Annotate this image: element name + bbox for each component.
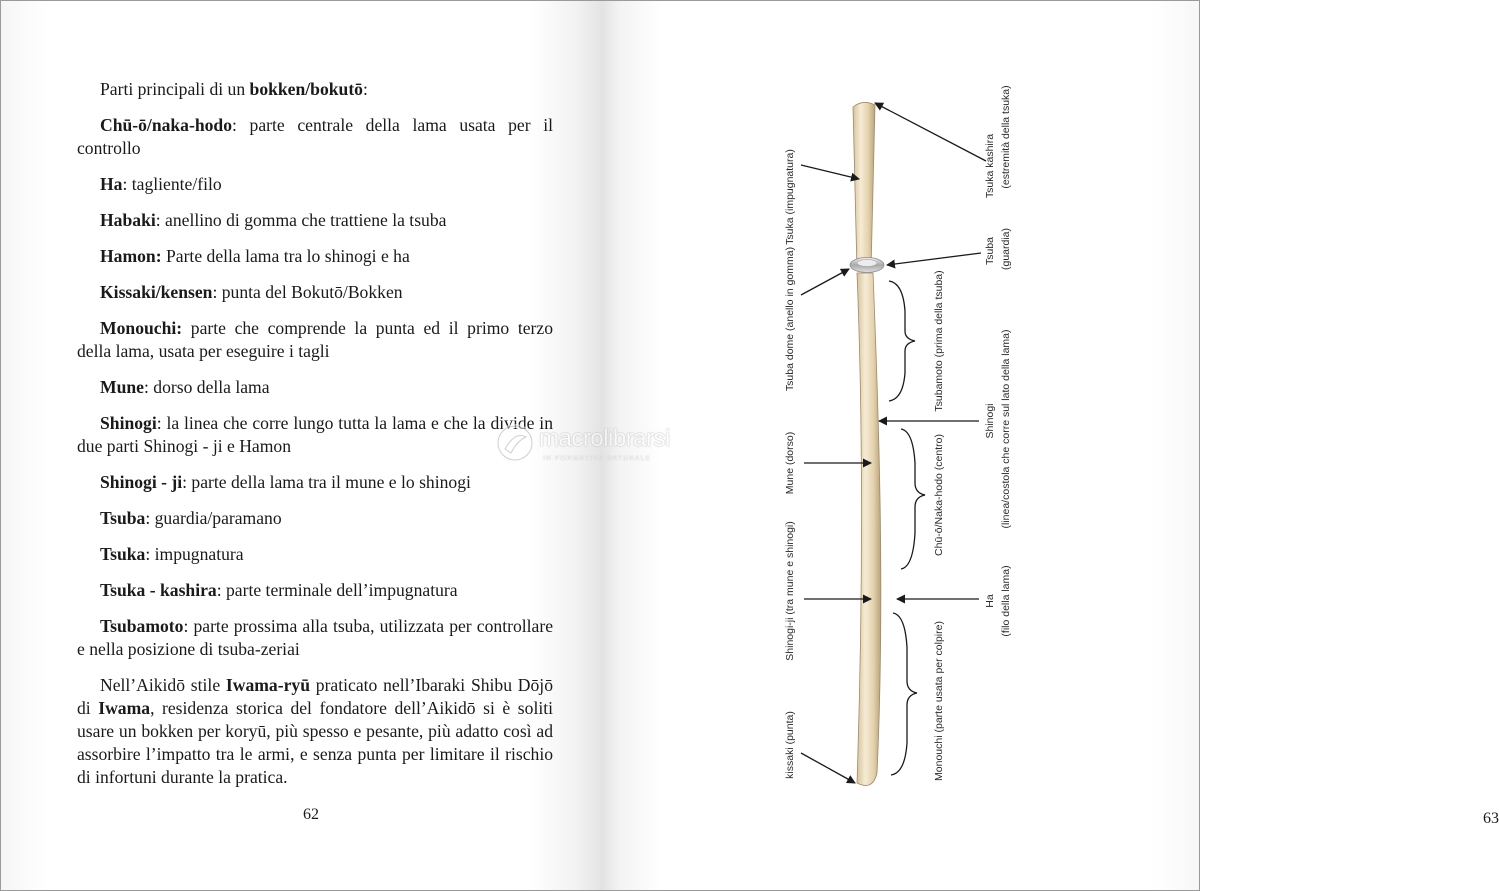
- label-tsuka: Tsuka (impugnatura): [784, 149, 796, 245]
- entry-definition: : impugnatura: [145, 544, 244, 564]
- label-tsuka-kashira-title: Tsuka kashira: [984, 133, 996, 199]
- entry-definition: : la linea che corre lungo tutta la lama e che la divide in due parti Shinogi - ji e Hamon: [77, 413, 553, 456]
- label-kissaki: kissaki (punta): [784, 711, 796, 779]
- label-tsuba-dome: Tsuba dome (anello in gomma): [784, 246, 796, 392]
- watermark: [491, 423, 721, 471]
- watermark-logo-icon: [495, 423, 535, 463]
- entry-term: Mune: [100, 377, 144, 397]
- label-shinogi-sub: (linea/costola che corre sul lato della lama): [1000, 329, 1012, 529]
- entry-term: Shinogi - ji: [100, 472, 183, 492]
- entry-term: Chū-ō/naka-hodo: [100, 115, 233, 135]
- brace-monouchi: [891, 613, 917, 775]
- tsuba-ring-inner: [857, 260, 877, 267]
- watermark-tagline: IN FORMATIVA NATURALE: [543, 455, 652, 462]
- entry-definition: parte che comprende la punta ed il primo terzo della lama, usata per eseguire i tagli: [77, 318, 553, 361]
- entry-definition: : parte terminale dell’impugnatura: [216, 580, 458, 600]
- label-tsuba-title: Tsuba: [984, 236, 996, 266]
- entry-definition: : dorso della lama: [143, 377, 270, 397]
- watermark-text: macrolibrarsi: [539, 425, 670, 452]
- label-chu-o: Chū-ō/Naka-hodo (centro): [933, 434, 945, 556]
- entry-term: Tsuka: [100, 544, 146, 564]
- entry-definition: : tagliente/filo: [122, 174, 222, 194]
- label-mune: Mune (dorso): [784, 431, 796, 495]
- entry-definition: : parte centrale della lama usata per il controllo: [77, 115, 553, 158]
- label-shinogi-title: Shinogi: [984, 403, 996, 439]
- page-number-right: 63: [1483, 810, 1499, 827]
- bokken: [850, 102, 884, 785]
- entry-term: Hamon:: [100, 246, 162, 266]
- bokken-blade: [857, 273, 881, 785]
- intro-paragraph: Parti principali di un bokken/bokutō:: [100, 79, 368, 99]
- label-tsuka-kashira-sub: (estremità della tsuka): [1000, 85, 1012, 189]
- arrow-tsuka: [801, 165, 859, 179]
- entry-term: Tsubamoto: [100, 616, 184, 636]
- brace-tsubamoto: [889, 281, 915, 401]
- arrow-tsuba: [887, 253, 981, 265]
- closing-paragraph: Nell’Aikidō stile Iwama-ryū praticato nell’Ibaraki Shibu Dōjō di Iwama, residenza storica del fondatore dell’Aikidō si è soliti usare un bokken per koryū, più spesso e pesante, più adatto così ad assorbire l’impatto tra le armi, e senza punta per limitare il rischio di infortuni durante la pratica.: [77, 675, 553, 787]
- entry-definition: Parte della lama tra lo shinogi e ha: [161, 246, 410, 266]
- arrow-kissaki: [801, 753, 855, 783]
- entry-term: Kissaki/kensen: [100, 282, 213, 302]
- entry-term: Habaki: [100, 210, 156, 230]
- entry-term: Tsuba: [100, 508, 146, 528]
- entry-definition: : punta del Bokutō/Bokken: [212, 282, 403, 302]
- entry-term: Tsuka - kashira: [100, 580, 217, 600]
- entry-term: Shinogi: [100, 413, 157, 433]
- page-number-left: 62: [303, 806, 319, 823]
- entry-definition: : anellino di gomma che trattiene la tsuba: [155, 210, 447, 230]
- entry-term: Monouchi:: [100, 318, 183, 338]
- label-tsuba-sub: (guardia): [1000, 227, 1012, 271]
- entry-term: Ha: [100, 174, 123, 194]
- label-tsubamoto: Tsubamoto (prima della tsuba): [933, 270, 945, 412]
- entry-definition: : parte prossima alla tsuba, utilizzata per controllare e nella posizione di tsuba-zeriai: [77, 616, 553, 659]
- label-ha-sub: (filo della lama): [1000, 565, 1012, 637]
- entry-definition: : parte della lama tra il mune e lo shinogi: [182, 472, 471, 492]
- label-monouchi: Monouchi (parte usata per colpire): [933, 621, 945, 781]
- bokken-handle: [853, 102, 875, 271]
- brace-chu-o: [901, 429, 925, 569]
- arrow-tsuba-dome: [801, 269, 849, 295]
- label-shinogi-ji: Shinogi-ji (tra mune e shinogi): [784, 521, 796, 661]
- label-ha-title: Ha: [984, 594, 996, 608]
- entry-definition: : guardia/paramano: [145, 508, 282, 528]
- arrow-tsuka-kashira: [875, 103, 986, 161]
